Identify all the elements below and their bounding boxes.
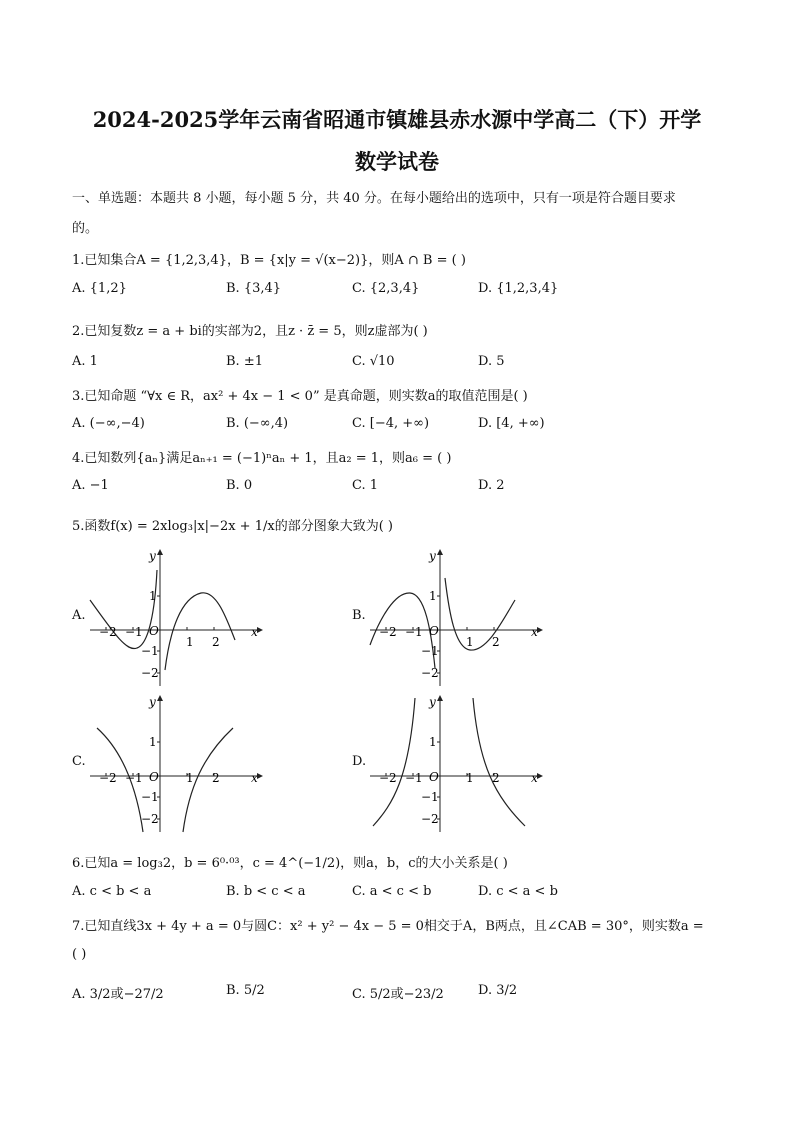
question-1-option-a: A. {1,2} [72,281,127,296]
question-3-option-c: C. [−4, +∞) [352,416,430,431]
question-3-stem: 3.已知命题 “∀x ∈ R，ax² + 4x − 1 < 0” 是真命题，则实数a的取值范围是( ) [72,389,528,404]
graph-b-x-label: x [531,625,538,639]
graph-a-tick-x-2: 2 [212,635,220,649]
question-4-option-d: D. 2 [478,478,505,493]
graph-a [85,540,275,690]
graph-a-x-label: x [251,625,258,639]
graph-d-tick-y-1: 1 [429,735,437,749]
question-5-option-a-label: A. [72,608,86,623]
question-7-option-a: A. 3/2或−27/2 [72,987,164,1002]
question-2-option-c: C. √10 [352,354,395,369]
graph-d-tick-x-neg2: −2 [379,771,397,785]
question-6-stem: 6.已知a = log₃2，b = 6⁰·⁰³，c = 4^(−1/2)，则a，b，c的大小关系是( ) [72,856,508,871]
graph-d-tick-y-neg1: −1 [421,790,439,804]
question-7-stem-line1: 7.已知直线3x + 4y + a = 0与圆C：x² + y² − 4x − 5 = 0相交于A，B两点，且∠CAB = 30°，则实数a = [72,919,704,934]
graph-b-tick-x-neg2: −2 [379,625,397,639]
graph-b-tick-x-2: 2 [492,635,500,649]
graph-b-tick-x-1: 1 [466,635,474,649]
graph-b-tick-y-neg1: −1 [421,644,439,658]
graph-a-origin: O [149,624,159,638]
question-4-option-c: C. 1 [352,478,379,493]
question-5-option-c-label: C. [72,754,86,769]
question-6-option-b: B. b < c < a [226,884,306,899]
graph-c [85,686,275,836]
question-5-stem: 5.函数f(x) = 2xlog₃|x|−2x + 1/x的部分图象大致为( ) [72,519,393,534]
graph-c-y-label: y [149,695,156,709]
graph-c-x-label: x [251,771,258,785]
graph-a-tick-x-neg2: −2 [99,625,117,639]
graph-a-tick-y-1: 1 [149,589,157,603]
graph-d [365,686,555,836]
graph-b-y-label: y [429,549,436,563]
question-5-option-d-label: D. [352,754,367,769]
question-3-option-d: D. [4, +∞) [478,416,545,431]
question-3-option-a: A. (−∞,−4) [72,416,145,431]
graph-c-tick-y-1: 1 [149,735,157,749]
question-1-option-c: C. {2,3,4} [352,281,420,296]
graph-a-tick-x-1: 1 [186,635,194,649]
graph-b [365,540,555,690]
graph-b-tick-y-1: 1 [429,589,437,603]
section-instruction-line2: 的。 [72,221,99,236]
graph-d-tick-y-neg2: −2 [421,812,439,826]
graph-a-y-label: y [149,549,156,563]
question-1-option-d: D. {1,2,3,4} [478,281,559,296]
graph-b-tick-y-neg2: −2 [421,666,439,680]
graph-a-tick-y-neg1: −1 [141,644,159,658]
question-7-option-c: C. 5/2或−23/2 [352,987,444,1002]
graph-d-y-label: y [429,695,436,709]
question-6-option-c: C. a < c < b [352,884,432,899]
question-1-stem: 1.已知集合A = {1,2,3,4}，B = {x|y = √(x−2)}，则A ∩ B = ( ) [72,253,466,268]
exam-title-line1: 2024-2025学年云南省昭通市镇雄县赤水源中学高二（下）开学 [92,107,702,132]
graph-d-x-label: x [531,771,538,785]
question-7-option-b: B. 5/2 [226,983,265,998]
question-2-option-b: B. ±1 [226,354,263,369]
question-2-option-d: D. 5 [478,354,505,369]
question-1-option-b: B. {3,4} [226,281,282,296]
question-5-option-b-label: B. [352,608,366,623]
graph-c-tick-y-neg1: −1 [141,790,159,804]
graph-b-tick-x-neg1: −1 [405,625,423,639]
question-3-option-b: B. (−∞,4) [226,416,289,431]
graph-d-tick-x-neg1: −1 [405,771,423,785]
graph-c-tick-x-2: 2 [212,771,220,785]
question-4-option-a: A. −1 [72,478,109,493]
question-2-stem: 2.已知复数z = a + bi的实部为2，且z · z̄ = 5，则z虚部为( ) [72,324,428,339]
graph-a-tick-x-neg1: −1 [125,625,143,639]
graph-c-tick-x-1: 1 [186,771,194,785]
graph-c-origin: O [149,770,159,784]
question-2-option-a: A. 1 [72,354,98,369]
question-6-option-d: D. c < a < b [478,884,558,899]
graph-d-tick-x-1: 1 [466,771,474,785]
graph-c-tick-x-neg1: −1 [125,771,143,785]
exam-title-line2: 数学试卷 [355,149,439,174]
question-7-option-d: D. 3/2 [478,983,518,998]
graph-a-tick-y-neg2: −2 [141,666,159,680]
graph-b-origin: O [429,624,439,638]
graph-d-tick-x-2: 2 [492,771,500,785]
question-6-option-a: A. c < b < a [72,884,152,899]
section-instruction-line1: 一、单选题：本题共 8 小题，每小题 5 分，共 40 分。在每小题给出的选项中，只有一项是符合题目要求 [72,191,676,206]
question-4-stem: 4.已知数列{aₙ}满足aₙ₊₁ = (−1)ⁿaₙ + 1，且a₂ = 1，则a₆ = ( ) [72,451,452,466]
graph-c-tick-x-neg2: −2 [99,771,117,785]
question-7-stem-line2: ( ) [72,947,87,962]
graph-d-origin: O [429,770,439,784]
graph-c-tick-y-neg2: −2 [141,812,159,826]
question-4-option-b: B. 0 [226,478,253,493]
